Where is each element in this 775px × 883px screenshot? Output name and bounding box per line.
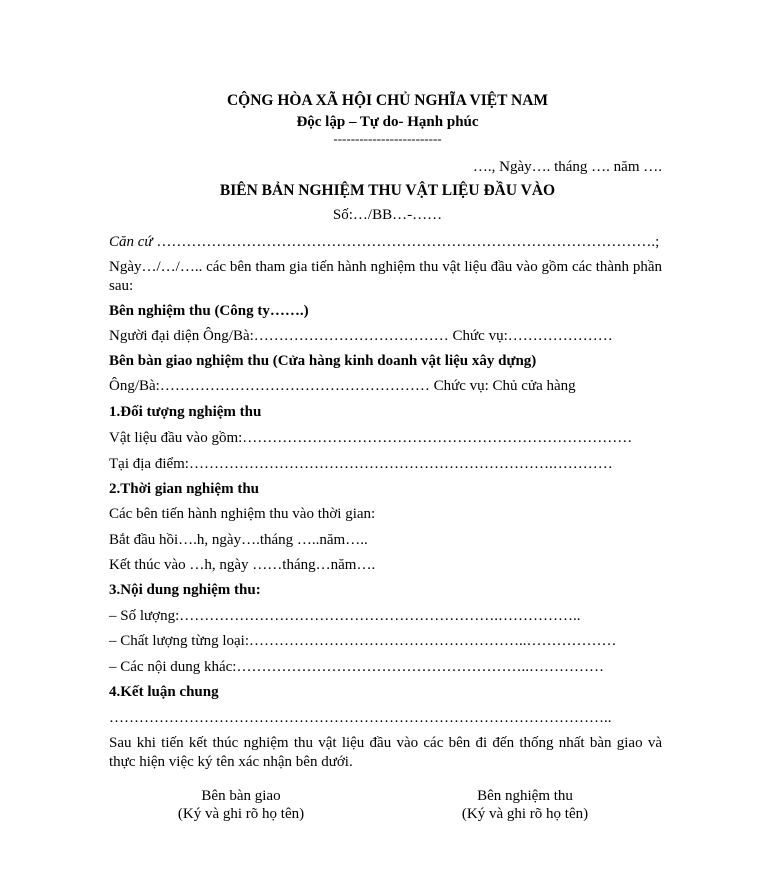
time-intro: Các bên tiến hành nghiệm thu vào thời gian:	[109, 506, 376, 522]
section1-heading: 1.Đối tượng nghiệm thu	[109, 404, 262, 420]
closing-paragraph: Sau khi tiến kết thúc nghiệm thu vật liệu đầu vào các bên đi đến thống nhất bàn giao và thực hiện việc ký tên xác nhận bên dưới.	[109, 735, 662, 770]
basis-dots: ……………………………………………………………………………………….;	[152, 234, 660, 250]
start-time-line: Bắt đầu hồi….h, ngày….tháng …..năm…..	[109, 532, 368, 548]
signature-deliverer-title: Bên bàn giao	[201, 788, 281, 804]
signature-deliverer-note: (Ký và ghi rõ họ tên)	[177, 806, 305, 822]
receiver-heading: Bên nghiệm thu (Công ty…….)	[109, 303, 309, 319]
quality-line: – Chất lượng từng loại:………………………………………………..………………	[109, 633, 617, 649]
signature-deliverer	[141, 787, 341, 823]
end-time-line: Kết thúc vào …h, ngày ……tháng…năm….	[109, 557, 376, 573]
nation-title: CỘNG HÒA XÃ HỘI CHỦ NGHĨA VIỆT NAM	[226, 92, 549, 109]
other-content-line: – Các nội dung khác:…………………………………………………..……………	[109, 659, 604, 675]
materials-line: Vật liệu đầu vào gồm:……………………………………………………………………	[109, 430, 633, 446]
deliverer-representative: Ông/Bà:……………………………………………… Chức vụ: Chủ cửa hàng	[109, 378, 576, 394]
section2-heading: 2.Thời gian nghiệm thu	[109, 481, 260, 497]
section4-heading: 4.Kết luận chung	[109, 684, 219, 700]
basis-label: Căn cứ	[109, 234, 153, 250]
signature-receiver	[425, 787, 625, 823]
section3-heading: 3.Nội dung nghiệm thu:	[109, 582, 261, 598]
receiver-representative: Người đại diện Ông/Bà:………………………………… Chức vụ:…………………	[109, 328, 613, 344]
location-line: Tại địa điểm:……………………………………………………………….…………	[109, 456, 613, 472]
basis-line	[109, 233, 659, 251]
deliverer-heading: Bên bàn giao nghiệm thu (Cửa hàng kinh doanh vật liệu xây dựng)	[109, 353, 537, 369]
signature-receiver-title: Bên nghiệm thu	[477, 788, 573, 804]
motto: Độc lập – Tự do- Hạnh phúc	[296, 114, 479, 130]
intro-paragraph: Ngày…/…/….. các bên tham gia tiến hành nghiệm thu vật liệu đầu vào gồm các thành phần sau:	[109, 259, 662, 294]
conclusion-dots: ………………………………………………………………………………………..	[109, 710, 612, 726]
document-number: Số:…/BB…-……	[332, 207, 443, 223]
quantity-line: – Số lượng:……………………………………………………….……………..	[109, 608, 581, 624]
document-title: BIÊN BẢN NGHIỆM THU VẬT LIỆU ĐẦU VÀO	[219, 182, 556, 199]
date-line: …., Ngày…. tháng …. năm ….	[472, 159, 662, 175]
signature-receiver-note: (Ký và ghi rõ họ tên)	[461, 806, 589, 822]
header-rule: -------------------------	[333, 131, 442, 146]
